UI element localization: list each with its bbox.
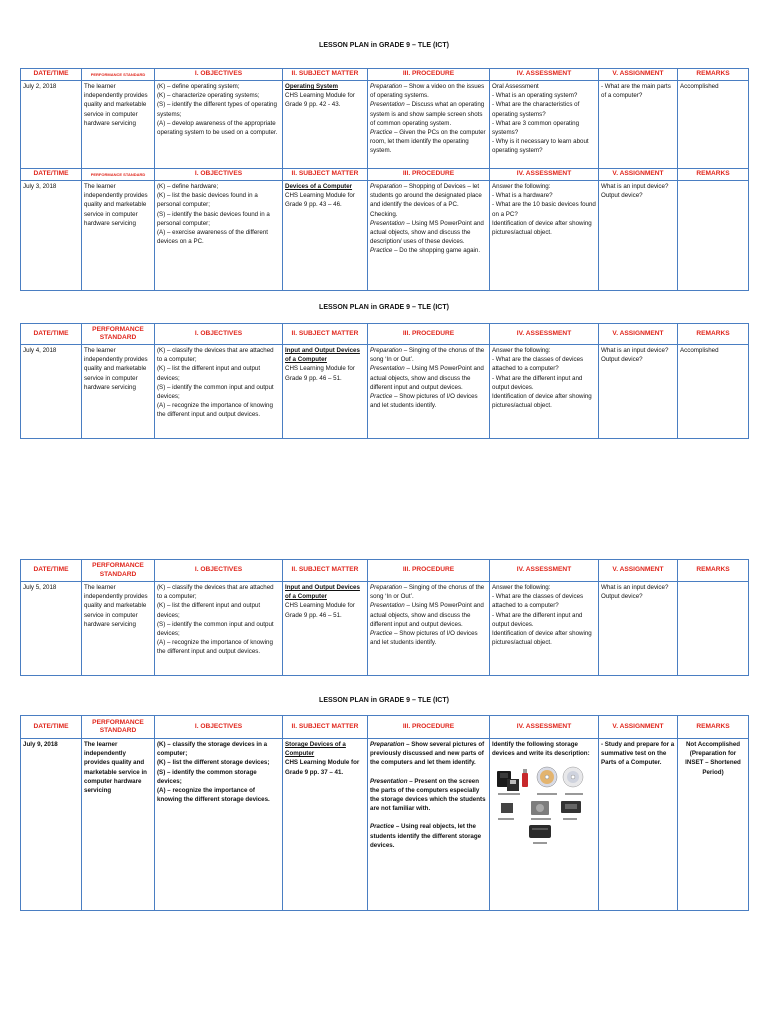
table-row: [21, 345, 749, 439]
header-date: DATE/TIME: [21, 169, 82, 181]
caption-placeholder-icon: [537, 793, 557, 795]
objective-line: (K) – list the different storage devices;: [157, 759, 270, 767]
lesson-plan-table-4: [20, 715, 749, 911]
procedure-step: [370, 82, 487, 100]
procedure-step: [370, 629, 487, 647]
objective-line: (S) – identify the common storage devices;: [157, 768, 257, 785]
objective-line: (K) – define hardware;: [157, 183, 219, 190]
objective-line: (K) – define operating system;: [157, 83, 240, 90]
procedure-label: Presentation: [370, 602, 405, 610]
procedure-step: [370, 777, 487, 814]
header-date: DATE/TIME: [21, 716, 82, 739]
assessment-cell: [490, 739, 599, 911]
header-remarks: REMARKS: [678, 560, 749, 582]
table-row: [21, 181, 749, 291]
assessment-line: - Why is it necessary to learn about operating system?: [492, 138, 589, 155]
objective-line: (K) – classify the devices that are attached to a computer;: [157, 584, 274, 601]
header-objectives: I. OBJECTIVES: [155, 716, 283, 739]
objective-line: (A) – recognize the importance of knowing the different storage devices.: [157, 787, 270, 804]
procedure-cell: [368, 81, 490, 169]
assessment-cell: [490, 582, 599, 676]
assessment-line: - What are the classes of devices attached to a computer?: [492, 356, 584, 373]
table-row: [21, 739, 749, 911]
subject-matter-cell: [283, 345, 368, 439]
subject-reference: CHS Learning Module for Grade 9 pp. 46 – 51.: [285, 365, 355, 382]
header-date: DATE/TIME: [21, 560, 82, 582]
subject-title: Devices of a Computer: [285, 183, 353, 190]
procedure-step: [370, 822, 487, 850]
storage-devices-image: [495, 763, 595, 847]
procedure-text: – Show pictures of I/O devices and let students identify.: [370, 393, 478, 410]
caption-placeholder-icon: [563, 818, 577, 820]
subject-reference: CHS Learning Module for Grade 9 pp. 42 - 43.: [285, 92, 355, 109]
lesson-plan-table-2: [20, 323, 749, 439]
remarks-cell: [678, 582, 749, 676]
subject-matter-cell: [283, 81, 368, 169]
remarks-cell: Accomplished: [678, 81, 749, 169]
subject-matter-cell: [283, 181, 368, 291]
procedure-step: [370, 601, 487, 629]
header-assessment: IV. ASSESSMENT: [490, 169, 599, 181]
performance-standard-cell: The learner independently provides quality and marketable service in computer hardware servicing: [82, 81, 155, 169]
remarks-cell: [678, 181, 749, 291]
date-cell: July 5, 2018: [21, 582, 82, 676]
subject-title: Input and Output Devices of a Computer: [285, 584, 360, 601]
procedure-label: Presentation: [370, 219, 405, 227]
subject-title: Operating System: [285, 83, 338, 90]
objectives-cell: [155, 582, 283, 676]
objectives-cell: [155, 181, 283, 291]
objective-line: (K) – classify the storage devices in a computer;: [157, 741, 268, 758]
lesson-plan-table-1: [20, 68, 749, 291]
caption-placeholder-icon: [565, 793, 583, 795]
procedure-text: – Show pictures of I/O devices and let students identify.: [370, 630, 478, 647]
objective-line: (K) – list the different input and output devices;: [157, 365, 261, 382]
procedure-label: Preparation: [370, 347, 402, 354]
procedure-text: – Present on the screen the parts of the computers especially the storage devices which the students are not familiar with.: [370, 777, 486, 813]
date-cell: July 2, 2018: [21, 81, 82, 169]
header-performance-standard: PERFORMANCE STANDARD: [82, 324, 155, 345]
procedure-label: Presentation: [370, 777, 408, 785]
procedure-step: [370, 128, 487, 156]
header-assignment: V. ASSIGNMENT: [599, 324, 678, 345]
performance-standard-cell: The learner independently provides quality and marketable service in computer hardware servicing: [82, 739, 155, 911]
header-remarks: REMARKS: [678, 324, 749, 345]
objectives-cell: [155, 345, 283, 439]
assessment-line: - What are the classes of devices attached to a computer?: [492, 593, 584, 610]
assessment-line: Answer the following:: [492, 347, 551, 354]
assessment-line: Answer the following:: [492, 183, 551, 190]
objectives-cell: [155, 739, 283, 911]
assessment-line: - What are the different input and output devices.: [492, 374, 583, 391]
caption-placeholder-icon: [498, 793, 520, 795]
floppy-shutter-icon: [510, 780, 516, 784]
objective-line: (K) – classify the devices that are attached to a computer;: [157, 347, 274, 364]
procedure-cell: [368, 739, 490, 911]
procedure-step: [370, 346, 487, 364]
procedure-step: [370, 246, 487, 255]
header-procedure: III. PROCEDURE: [368, 716, 490, 739]
assignment-cell: - What are the main parts of a computer?: [599, 81, 678, 169]
lesson-plan-title: LESSON PLAN in GRADE 9 – TLE (ICT): [319, 697, 449, 704]
assessment-line: - What are the characteristics of operating systems?: [492, 101, 580, 118]
header-procedure: III. PROCEDURE: [368, 69, 490, 81]
procedure-text: – Singing of the chorus of the song ‘In or Out’.: [370, 584, 485, 601]
header-procedure: III. PROCEDURE: [368, 324, 490, 345]
procedure-step: [370, 219, 487, 247]
assessment-line: Identification of device after showing pictures/actual object.: [492, 393, 592, 410]
assessment-instruction: Identify the following storage devices and write its description:: [492, 741, 590, 758]
header-subject-matter: II. SUBJECT MATTER: [283, 716, 368, 739]
procedure-label: Preparation: [370, 183, 402, 190]
header-assignment: V. ASSIGNMENT: [599, 69, 678, 81]
procedure-label: Practice: [370, 247, 393, 255]
subject-matter-cell: [283, 582, 368, 676]
header-procedure: III. PROCEDURE: [368, 169, 490, 181]
header-subject-matter: II. SUBJECT MATTER: [283, 69, 368, 81]
assessment-line: - What is a hardware?: [492, 192, 553, 200]
header-remarks: REMARKS: [678, 169, 749, 181]
assessment-cell: [490, 81, 599, 169]
procedure-cell: [368, 345, 490, 439]
procedure-text: – Shopping of Devices – let students go around the designated place and identify the devices of a PC. Checking.: [370, 183, 482, 218]
header-assessment: IV. ASSESSMENT: [490, 716, 599, 739]
procedure-text: – Show several pictures of previously discussed and new parts of the computers and let them identify.: [370, 741, 485, 767]
caption-placeholder-icon: [531, 818, 551, 820]
header-assessment: IV. ASSESSMENT: [490, 69, 599, 81]
objective-line: (A) – develop awareness of the appropriate operating system to be used on a computer.: [157, 119, 278, 137]
assignment-cell: What is an input device? Output device?: [599, 582, 678, 676]
procedure-text: – Discuss what an operating system is and show sample screen shots of common operating system.: [370, 101, 485, 127]
objective-line: (A) – recognize the importance of knowing the different input and output devices.: [157, 639, 273, 656]
header-assessment: IV. ASSESSMENT: [490, 560, 599, 582]
header-assignment: V. ASSIGNMENT: [599, 560, 678, 582]
header-date: DATE/TIME: [21, 69, 82, 81]
assessment-line: Oral Assessment: [492, 83, 539, 90]
memory-card-icon: [501, 803, 513, 813]
assessment-line: Identification of device after showing pictures/actual object.: [492, 219, 592, 237]
procedure-step: [370, 364, 487, 392]
procedure-text: – Using MS PowerPoint and actual objects, show and discuss the description/ uses of these devices.: [370, 219, 484, 246]
objective-line: (S) – identify the different types of operating systems;: [157, 101, 277, 118]
header-date: DATE/TIME: [21, 324, 82, 345]
remarks-cell: Accomplished: [678, 345, 749, 439]
objective-line: (K) – list the different input and output devices;: [157, 602, 261, 619]
header-remarks: REMARKS: [678, 716, 749, 739]
procedure-cell: [368, 181, 490, 291]
header-row: [21, 169, 749, 181]
usb-connector-icon: [523, 769, 527, 773]
procedure-step: [370, 583, 487, 601]
assignment-cell: What is an input device? Output device?: [599, 181, 678, 291]
header-subject-matter: II. SUBJECT MATTER: [283, 169, 368, 181]
usb-drive-icon: [522, 773, 528, 787]
subject-title: Storage Devices of a Computer: [285, 741, 346, 758]
assessment-cell: [490, 181, 599, 291]
procedure-step: [370, 182, 487, 219]
header-subject-matter: II. SUBJECT MATTER: [283, 560, 368, 582]
procedure-label: Presentation: [370, 101, 405, 109]
procedure-label: Practice: [370, 823, 395, 831]
header-remarks: REMARKS: [678, 69, 749, 81]
procedure-text: – Do the shopping game again.: [392, 247, 481, 255]
procedure-text: – Using MS PowerPoint and actual objects, show and discuss the different input and output devices.: [370, 365, 484, 391]
assessment-line: - What are 3 common operating systems?: [492, 119, 580, 137]
procedure-text: – Using MS PowerPoint and actual objects, show and discuss the different input and output devices.: [370, 602, 484, 628]
procedure-label: Preparation: [370, 741, 405, 748]
procedure-text: – Singing of the chorus of the song ‘In or Out’.: [370, 347, 485, 364]
dvd-disc-hole-icon: [571, 775, 575, 779]
subject-title: Input and Output Devices of a Computer: [285, 347, 360, 364]
objective-line: (S) – identify the common input and output devices;: [157, 383, 274, 401]
header-objectives: I. OBJECTIVES: [155, 69, 283, 81]
date-cell: July 3, 2018: [21, 181, 82, 291]
zip-disk-label-icon: [500, 773, 508, 778]
table-row: [21, 81, 749, 169]
procedure-label: Practice: [370, 129, 393, 137]
procedure-label: Presentation: [370, 365, 405, 373]
assignment-cell: - Study and prepare for a summative test on the Parts of a Computer.: [599, 739, 678, 911]
assignment-cell: What is an input device? Output device?: [599, 345, 678, 439]
header-assignment: V. ASSIGNMENT: [599, 169, 678, 181]
caption-placeholder-icon: [533, 842, 547, 844]
header-objectives: I. OBJECTIVES: [155, 324, 283, 345]
header-subject-matter: II. SUBJECT MATTER: [283, 324, 368, 345]
performance-standard-cell: The learner independently provides quality and marketable service in computer hardware servicing: [82, 345, 155, 439]
assessment-line: - What are the different input and output devices.: [492, 611, 583, 628]
header-row: [21, 716, 749, 739]
external-drive-icon: [529, 825, 551, 838]
procedure-step: [370, 392, 487, 410]
objective-line: (K) – list the basic devices found in a personal computer;: [157, 192, 258, 209]
procedure-label: Practice: [370, 393, 393, 401]
assessment-line: Identification of device after showing pictures/actual object.: [492, 630, 592, 647]
objective-line: (S) – identify the basic devices found in a personal computer;: [157, 210, 270, 227]
procedure-text: – Given the PCs on the computer room, let them identify the operating system.: [370, 129, 486, 155]
lesson-plan-title: LESSON PLAN in GRADE 9 – TLE (ICT): [319, 304, 449, 311]
procedure-step: [370, 740, 487, 768]
procedure-cell: [368, 582, 490, 676]
performance-standard-cell: The learner independently provides quality and marketable service in computer hardware servicing: [82, 582, 155, 676]
subject-reference: CHS Learning Module for Grade 9 pp. 46 – 51.: [285, 602, 355, 619]
header-procedure: III. PROCEDURE: [368, 560, 490, 582]
objective-line: (S) – identify the common input and output devices;: [157, 620, 274, 638]
procedure-text: – Show a video on the issues of operating systems.: [370, 83, 485, 100]
objectives-cell: [155, 81, 283, 169]
date-cell: July 4, 2018: [21, 345, 82, 439]
assessment-line: - What are the 10 basic devices found on a PC?: [492, 201, 596, 218]
assessment-line: Answer the following:: [492, 584, 551, 591]
header-row: [21, 324, 749, 345]
header-performance-standard: PERFORMANCE STANDARD: [82, 560, 155, 582]
header-row: [21, 560, 749, 582]
header-performance-standard: PERFORMANCE STANDARD: [82, 716, 155, 739]
objective-line: (A) – recognize the importance of knowing the different input and output devices.: [157, 402, 273, 419]
header-row: [21, 69, 749, 81]
storage-devices-illustration: [495, 763, 595, 847]
objective-line: (A) – exercise awareness of the different devices on a PC.: [157, 229, 268, 246]
cd-disc-hole-icon: [545, 775, 549, 779]
remarks-cell: Not Accomplished (Preparation for INSET – Shortened Period): [678, 739, 749, 911]
header-assignment: V. ASSIGNMENT: [599, 716, 678, 739]
assessment-cell: [490, 345, 599, 439]
assessment-line: - What is an operating system?: [492, 92, 578, 100]
header-performance-standard: PERFORMANCE STANDARD: [82, 69, 155, 81]
subject-matter-cell: [283, 739, 368, 911]
subject-reference: CHS Learning Module for Grade 9 pp. 37 – 41.: [285, 759, 360, 776]
hard-drive-platter-icon: [536, 804, 544, 812]
procedure-text: – Using real objects, let the students identify the different storage devices.: [370, 823, 482, 849]
procedure-step: [370, 100, 487, 128]
header-performance-standard: PERFORMANCE STANDARD: [82, 169, 155, 181]
header-objectives: I. OBJECTIVES: [155, 169, 283, 181]
objective-line: (K) – characterize operating systems;: [157, 92, 260, 100]
table-row: [21, 582, 749, 676]
procedure-label: Preparation: [370, 584, 402, 591]
performance-standard-cell: The learner independently provides quality and marketable service in computer hardware servicing: [82, 181, 155, 291]
lesson-plan-title: LESSON PLAN in GRADE 9 – TLE (ICT): [319, 42, 449, 49]
caption-placeholder-icon: [498, 818, 514, 820]
lesson-plan-table-3: [20, 559, 749, 676]
procedure-label: Preparation: [370, 83, 402, 90]
procedure-label: Practice: [370, 630, 393, 638]
subject-reference: CHS Learning Module for Grade 9 pp. 43 – 46.: [285, 192, 355, 209]
header-assessment: IV. ASSESSMENT: [490, 324, 599, 345]
header-objectives: I. OBJECTIVES: [155, 560, 283, 582]
tape-window-icon: [565, 804, 577, 809]
date-cell: July 9, 2018: [21, 739, 82, 911]
external-drive-slot-icon: [532, 828, 548, 830]
